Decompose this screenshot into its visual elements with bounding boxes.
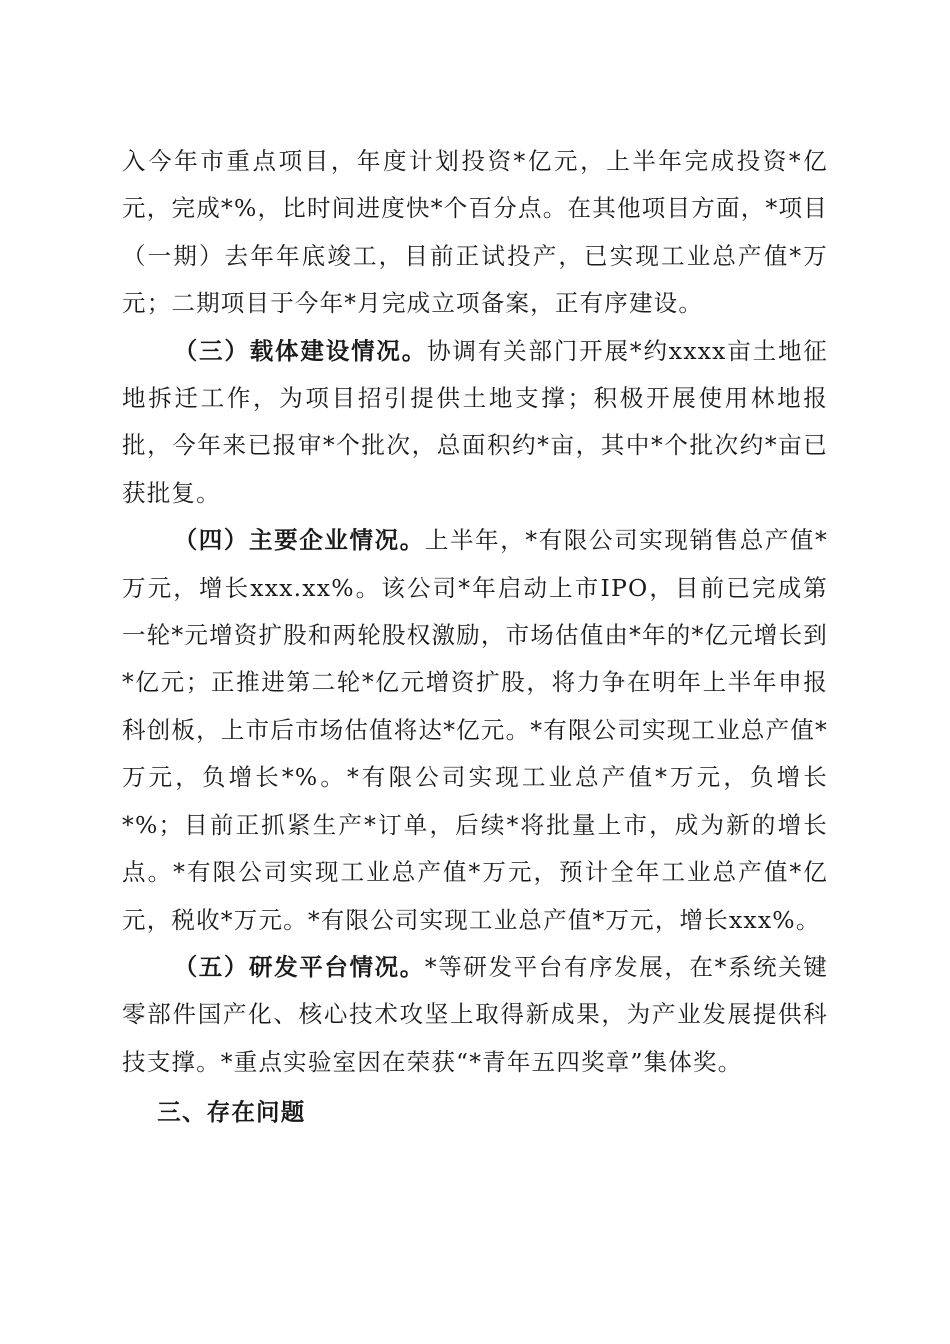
paragraph-rd-platforms xyxy=(122,944,828,1086)
paragraph-text: 协调有关部门开展*约xxxx亩土地征地拆迁工作，为项目招引提供土地支撑；积极开展使用林地报批，今年来已报审*个批次，总面积约*亩，其中*个批次约*亩已获批复。 xyxy=(122,336,828,507)
paragraph-text: 上半年，*有限公司实现销售总产值*万元，增长xxx.xx%。该公司*年启动上市IPO，目前已完成第一轮*元增资扩股和两轮股权激励，市场估值由*年的*亿元增长到*亿元；正推进第二轮*亿元增资扩股，将力争在明年上半年申报科创板，上市后市场估值将达*亿元。*有限公司实现工业总产值*万元，负增长*%。*有限公司实现工业总产值*万元，负增长*%；目前正抓紧生产*订单，后续*将批量上市，成为新的增长点。*有限公司实现工业总产值*万元，预计全年工业总产值*亿元，税收*万元。*有限公司实现工业总产值*万元，增长xxx%。 xyxy=(122,526,829,934)
paragraph-project-investment xyxy=(122,138,828,328)
paragraph-title: （五）研发平台情况。 xyxy=(173,952,425,981)
paragraph-title: （三）载体建设情况。 xyxy=(173,336,428,365)
paragraph-carrier-construction xyxy=(122,328,828,518)
paragraph-text: 入今年市重点项目，年度计划投资*亿元，上半年完成投资*亿元，完成*%，比时间进度快*个百分点。在其他项目方面，*项目（一期）去年年底竣工，目前正试投产，已实现工业总产值*万元；二期项目于今年*月完成立项备案，正有序建设。 xyxy=(122,147,828,318)
paragraph-text: *等研发平台有序发展，在*系统关键零部件国产化、核心技术攻坚上取得新成果，为产业发展提供科技支撑。*重点实验室因在荣获“*青年五四奖章”集体奖。 xyxy=(122,952,829,1076)
document-body xyxy=(122,138,828,1137)
section-heading: 三、存在问题 xyxy=(157,1098,306,1127)
paragraph-title: （四）主要企业情况。 xyxy=(173,526,425,555)
paragraph-major-enterprises xyxy=(122,517,828,944)
